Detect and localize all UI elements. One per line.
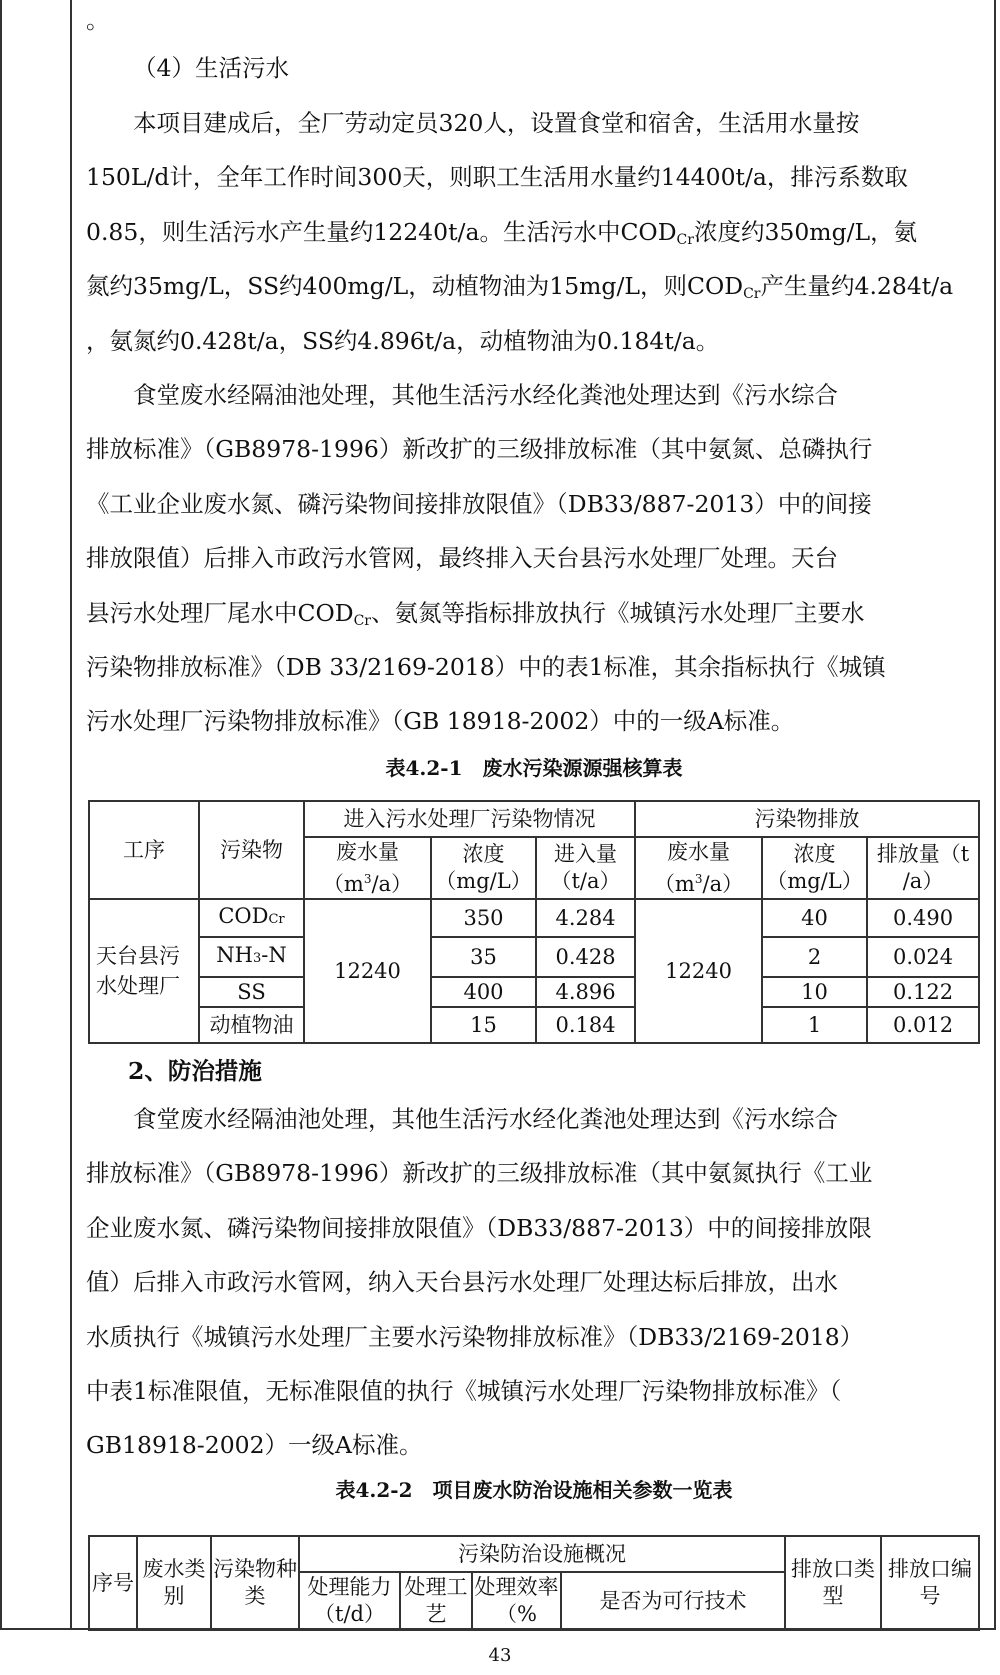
header-amount-in: 进入量 （t/a） (536, 837, 635, 899)
text-line: 0.85，则生活污水产生量约12240t/a。生活污水中$COD_{Cr}$浓度约350mg/L，氨 (86, 217, 918, 248)
cell-pollutant: 动植物油 (199, 1007, 304, 1043)
left-margin-column (0, 0, 72, 1630)
table-treatment-facilities (88, 1535, 980, 1631)
cell-amount-in: 0.428 (536, 937, 635, 977)
header-pollutant-type: 污染物种类 (211, 1536, 299, 1630)
cell-conc-in: 15 (431, 1007, 536, 1043)
cell-pollutant: CODCr (199, 899, 304, 937)
table1-caption: 表4.2-1 废水污染源源强核算表 (385, 755, 683, 780)
cell-conc-out: 2 (762, 937, 867, 977)
header-outlet-type: 排放口类型 (785, 1536, 881, 1630)
cell-wastewater-in: 12240 (304, 899, 431, 1043)
cell-pollutant: SS (199, 977, 304, 1007)
text-line: 污染物排放标准》（DB 33/2169-2018）中的表1标准，其余指标执行《城镇 (86, 653, 886, 682)
header-process: 工序 (89, 801, 199, 899)
table-row (89, 937, 979, 977)
cell-amount-out: 0.122 (867, 977, 979, 1007)
cell-amount-out: 0.012 (867, 1007, 979, 1043)
text-line: 排放标准》（GB8978-1996）新改扩的三级排放标准（其中氨氮、总磷执行 (86, 435, 873, 464)
header-wastewater-in: 废水量 $(m^3/a)$ (304, 837, 431, 899)
text-line: 氮约35mg/L，SS约400mg/L，动植物油为15mg/L，则$COD_{Cr}$产生量约4.284t/a (86, 272, 954, 303)
paragraph-measures (86, 1092, 982, 1473)
text-line: 排放标准》（GB8978-1996）新改扩的三级排放标准（其中氨氮执行《工业 (86, 1159, 873, 1188)
paragraph-treatment (86, 368, 982, 749)
cell-conc-in: 400 (431, 977, 536, 1007)
paragraph-domestic-sewage (86, 96, 982, 368)
header-capacity: 处理能力 （t/d） (299, 1572, 400, 1630)
text-line: 水质执行《城镇污水处理厂主要水污染物排放标准》（DB33/2169-2018） (86, 1322, 864, 1351)
table-row (89, 899, 979, 937)
table-row (89, 977, 979, 1007)
document-body-2 (86, 1050, 982, 1505)
cell-conc-out: 1 (762, 1007, 867, 1043)
header-facility-overview: 污染防治设施概况 (299, 1536, 785, 1572)
text-line: GB18918-2002）一级A标准。 (86, 1431, 423, 1460)
table-row (89, 1007, 979, 1043)
header-process: 处理工艺 (400, 1572, 472, 1630)
header-conc-out: 浓度 （mg/L） (762, 837, 867, 899)
header-serial: 序号 (89, 1536, 137, 1630)
text-line: 本项目建成后，全厂劳动定员320人，设置食堂和宿舍，生活用水量按 (133, 109, 860, 137)
text-line: 企业废水氮、磷污染物间接排放限值》（DB33/887-2013）中的间接排放限 (86, 1213, 872, 1242)
text-line: 排放限值）后排入市政污水管网，最终排入天台县污水处理厂处理。天台 (86, 544, 838, 573)
text-line: 中表1标准限值，无标准限值的执行《城镇污水处理厂污染物排放标准》（ (86, 1377, 842, 1406)
text-line: 《工业企业废水氮、磷污染物间接排放限值》（DB33/887-2013）中的间接 (86, 489, 872, 518)
cell-process: 天台县污水处理厂 (89, 899, 199, 1043)
document-body (86, 0, 982, 783)
header-outlet-number: 排放口编号 (881, 1536, 979, 1630)
table-pollution-source (88, 800, 980, 1044)
header-wastewater-type: 废水类别 (137, 1536, 211, 1630)
text-line: 150L/d计，全年工作时间300天，则职工生活用水量约14400t/a，排污系数取 (86, 163, 908, 192)
cell-conc-in: 350 (431, 899, 536, 937)
cell-amount-in: 4.896 (536, 977, 635, 1007)
text-line: 污水处理厂污染物排放标准》（GB 18918-2002）中的一级A标准。 (86, 707, 795, 736)
header-wastewater-out: 废水量 $(m^3/a)$ (635, 837, 762, 899)
leading-punctuation: 。 (86, 6, 110, 34)
table2-caption: 表4.2-2 项目废水防治设施相关参数一览表 (335, 1477, 733, 1502)
header-emission: 污染物排放 (635, 801, 979, 837)
cell-amount-out: 0.024 (867, 937, 979, 977)
text-line: 县污水处理厂尾水中$COD_{Cr}$、氨氮等指标排放执行《城镇污水处理厂主要水 (86, 598, 865, 629)
section-heading-4: （4）生活污水 (133, 54, 289, 82)
cell-conc-in: 35 (431, 937, 536, 977)
text-line: ，氨氮约0.428t/a，SS约4.896t/a，动植物油为0.184t/a。 (86, 326, 720, 355)
cell-amount-out: 0.490 (867, 899, 979, 937)
header-efficiency: 处理效率（% (472, 1572, 561, 1630)
cell-conc-out: 40 (762, 899, 867, 937)
cell-pollutant: NH3-N (199, 937, 304, 977)
header-amount-out: 排放量（t /a） (867, 837, 979, 899)
header-pollutant: 污染物 (199, 801, 304, 899)
cell-wastewater-out: 12240 (635, 899, 762, 1043)
text-line: 值）后排入市政污水管网，纳入天台县污水处理厂处理达标后排放，出水 (86, 1268, 838, 1297)
text-line: 食堂废水经隔油池处理，其他生活污水经化粪池处理达到《污水综合 (133, 381, 838, 410)
cell-amount-in: 4.284 (536, 899, 635, 937)
header-feasible: 是否为可行技术 (561, 1572, 785, 1630)
cell-conc-out: 10 (762, 977, 867, 1007)
page-number: 43 (488, 1645, 512, 1666)
text-line: 食堂废水经隔油池处理，其他生活污水经化粪池处理达到《污水综合 (133, 1105, 838, 1133)
header-conc-in: 浓度 （mg/L） (431, 837, 536, 899)
cell-amount-in: 0.184 (536, 1007, 635, 1043)
header-enter-plant: 进入污水处理厂污染物情况 (304, 801, 635, 837)
section-heading-2: 2、防治措施 (128, 1057, 262, 1085)
